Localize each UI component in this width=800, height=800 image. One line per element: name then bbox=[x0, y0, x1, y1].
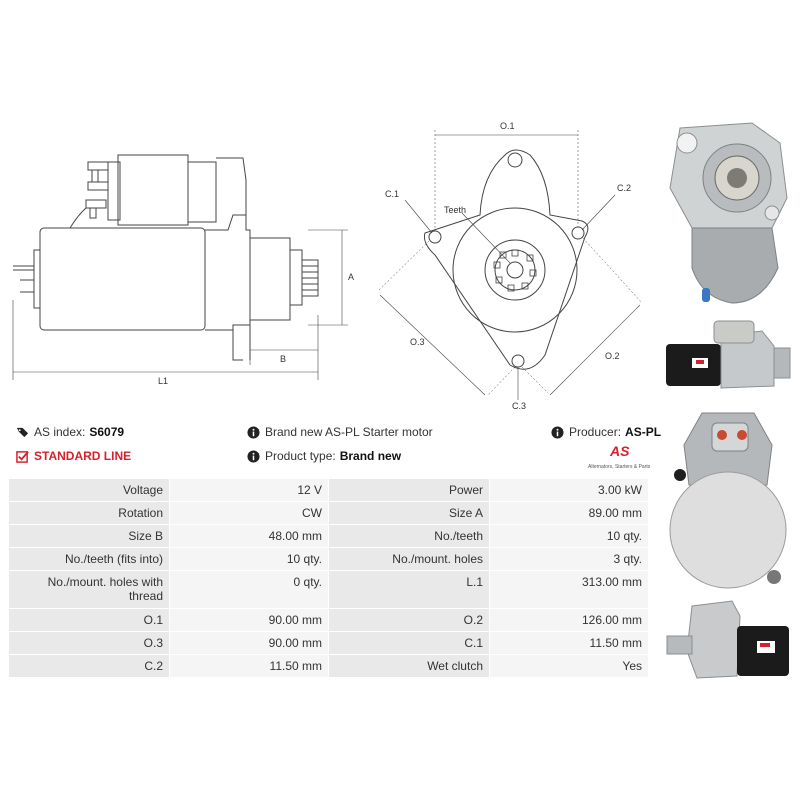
spec-value: 12 V bbox=[170, 479, 329, 502]
producer-line bbox=[551, 425, 661, 439]
front-view-drawing bbox=[370, 115, 660, 415]
dim-label-o2: O.2 bbox=[605, 351, 620, 361]
product-type-line bbox=[247, 449, 401, 463]
spec-label: Rotation bbox=[9, 502, 170, 525]
product-photo-front bbox=[662, 118, 794, 308]
spec-label: O.3 bbox=[9, 632, 170, 655]
as-index-value: S6079 bbox=[89, 425, 125, 439]
dim-label-a: A bbox=[348, 272, 355, 282]
description-text: Brand new AS-PL Starter motor bbox=[265, 425, 433, 439]
as-index-line bbox=[16, 425, 124, 439]
spec-label: No./teeth (fits into) bbox=[9, 548, 170, 571]
info-icon bbox=[551, 426, 564, 439]
spec-value: 11.50 mm bbox=[490, 632, 649, 655]
description-line bbox=[247, 425, 433, 439]
standard-line-badge bbox=[16, 449, 131, 463]
spec-value: CW bbox=[170, 502, 329, 525]
logo-mark: AS bbox=[610, 443, 630, 459]
checkbox-checked-icon bbox=[16, 450, 29, 463]
spec-label: L.1 bbox=[329, 571, 490, 609]
producer-label: Producer: bbox=[569, 425, 622, 439]
as-pl-logo bbox=[588, 443, 650, 473]
spec-value: 90.00 mm bbox=[170, 609, 329, 632]
dim-label-teeth: Teeth bbox=[444, 205, 467, 215]
spec-value: 3.00 kW bbox=[490, 479, 649, 502]
dim-label-b: B bbox=[280, 354, 287, 364]
dim-label-c3: C.3 bbox=[512, 401, 527, 411]
spec-value: 126.00 mm bbox=[490, 609, 649, 632]
table-row bbox=[9, 655, 649, 678]
product-type-label: Product type: bbox=[265, 449, 336, 463]
spec-label: No./teeth bbox=[329, 525, 490, 548]
spec-label: Wet clutch bbox=[329, 655, 490, 678]
standard-line-text: STANDARD LINE bbox=[34, 449, 132, 463]
dim-label-o1: O.1 bbox=[500, 121, 515, 131]
table-row bbox=[9, 525, 649, 548]
spec-label: O.1 bbox=[9, 609, 170, 632]
spec-value: 10 qty. bbox=[490, 525, 649, 548]
spec-value: 0 qty. bbox=[170, 571, 329, 609]
spec-value: 11.50 mm bbox=[170, 655, 329, 678]
dim-label-c1: C.1 bbox=[385, 189, 400, 199]
spec-value: 89.00 mm bbox=[490, 502, 649, 525]
spec-label: Power bbox=[329, 479, 490, 502]
spec-value: 313.00 mm bbox=[490, 571, 649, 609]
product-photo-rear bbox=[662, 405, 794, 590]
info-icon bbox=[247, 450, 260, 463]
producer-value: AS-PL bbox=[625, 425, 662, 439]
spec-label: Size B bbox=[9, 525, 170, 548]
dim-label-o3: O.3 bbox=[410, 337, 425, 347]
spec-value: Yes bbox=[490, 655, 649, 678]
product-type-value: Brand new bbox=[339, 449, 402, 463]
table-row bbox=[9, 479, 649, 502]
spec-value: 90.00 mm bbox=[170, 632, 329, 655]
spec-label: C.1 bbox=[329, 632, 490, 655]
product-photo-angled bbox=[662, 596, 794, 686]
side-view-drawing bbox=[8, 140, 358, 395]
spec-value: 3 qty. bbox=[490, 548, 649, 571]
dim-label-l1: L1 bbox=[158, 376, 169, 386]
spec-label: No./mount. holes bbox=[329, 548, 490, 571]
table-row bbox=[9, 571, 649, 609]
table-row bbox=[9, 548, 649, 571]
table-row bbox=[9, 632, 649, 655]
table-row bbox=[9, 502, 649, 525]
spec-value: 48.00 mm bbox=[170, 525, 329, 548]
product-photo-side bbox=[662, 316, 794, 396]
table-row bbox=[9, 609, 649, 632]
spec-label: Size A bbox=[329, 502, 490, 525]
dim-label-c2: C.2 bbox=[617, 183, 632, 193]
spec-table bbox=[8, 478, 649, 678]
as-index-label: AS index: bbox=[34, 425, 86, 439]
spec-label: Voltage bbox=[9, 479, 170, 502]
info-icon bbox=[247, 426, 260, 439]
spec-label: O.2 bbox=[329, 609, 490, 632]
spec-label: C.2 bbox=[9, 655, 170, 678]
tags-icon bbox=[16, 426, 29, 439]
spec-label: No./mount. holes with thread bbox=[9, 571, 170, 609]
logo-tagline: Alternators, Starters & Parts bbox=[588, 464, 651, 470]
spec-value: 10 qty. bbox=[170, 548, 329, 571]
